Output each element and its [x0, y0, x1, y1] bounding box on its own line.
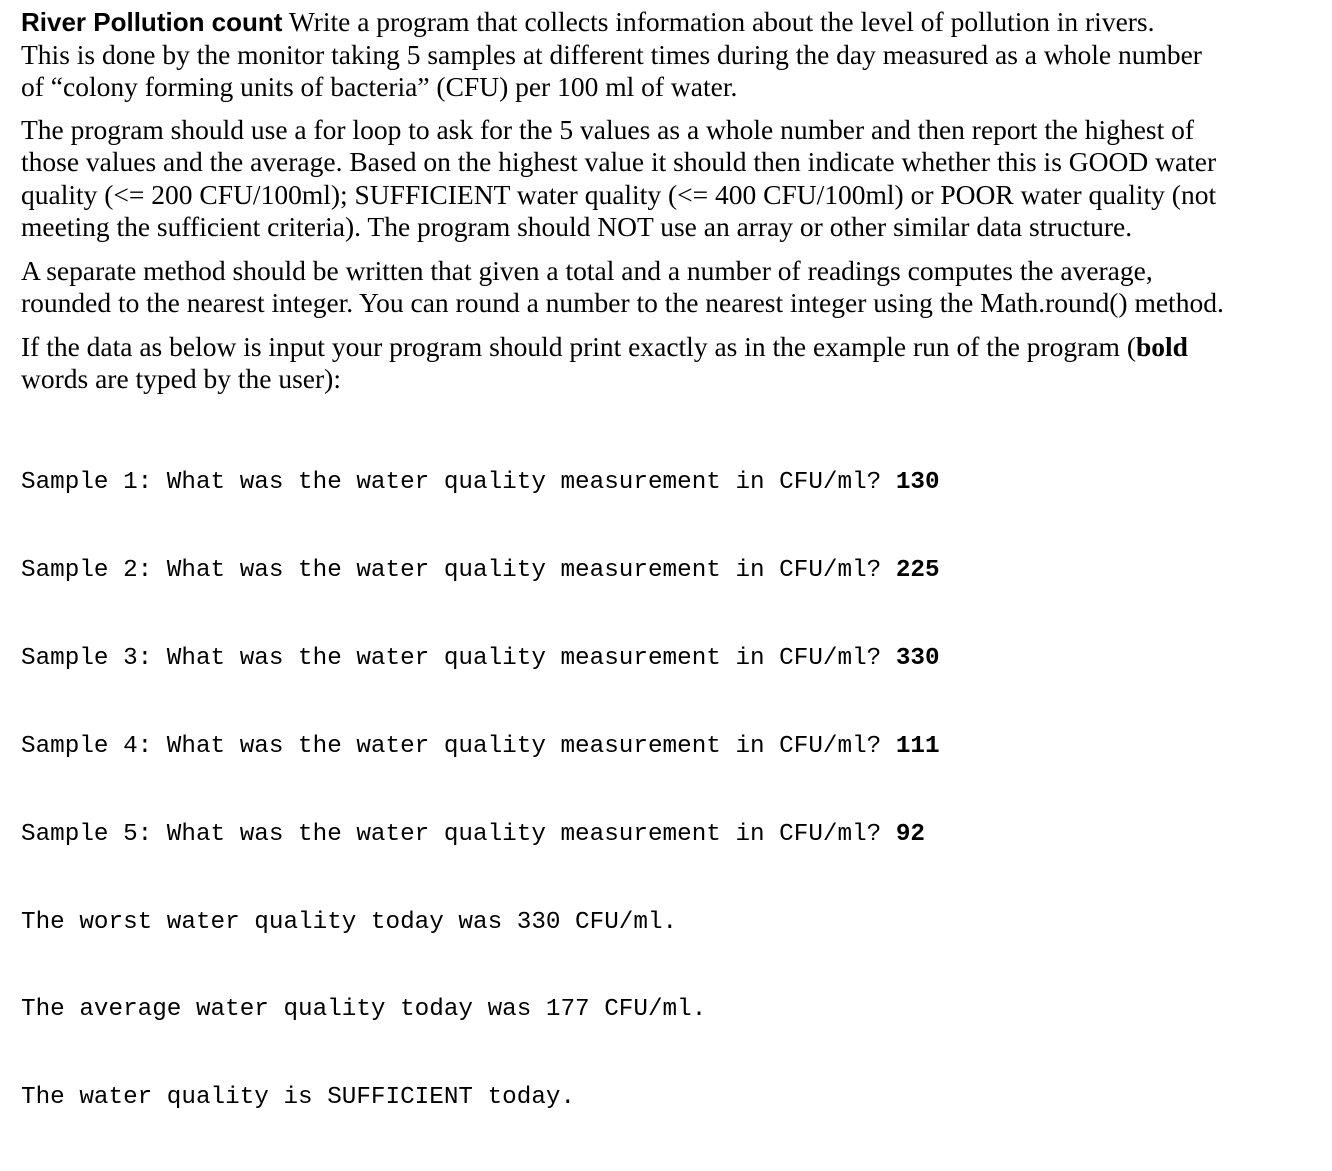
- user-input-value: 111: [896, 733, 940, 760]
- document: [21, 6, 1321, 1171]
- requirements-line: meeting the sufficient criteria). The program should NOT use an array or other similar data structure.: [21, 211, 1321, 244]
- example-run-output: [21, 410, 1321, 1171]
- bold-word: bold: [1136, 331, 1188, 362]
- requirements-line: quality (<= 200 CFU/100ml); SUFFICIENT water quality (<= 400 CFU/100ml) or POOR water quality (not: [21, 179, 1321, 212]
- method-paragraph: [21, 255, 1321, 320]
- requirements-line: those values and the average. Based on the highest value it should then indicate whether this is GOOD water: [21, 146, 1321, 179]
- requirements-paragraph: [21, 114, 1321, 244]
- sample-prompt-row: [21, 644, 1321, 673]
- user-input-value: 130: [896, 469, 940, 496]
- method-line: A separate method should be written that given a total and a number of readings computes the average,: [21, 255, 1321, 288]
- example-intro-paragraph: [21, 331, 1321, 396]
- result-quality-line: The water quality is SUFFICIENT today.: [21, 1083, 1321, 1112]
- sample-prompt: Sample 5: What was the water quality measurement in CFU/ml?: [21, 821, 896, 848]
- user-input-value: 92: [896, 821, 925, 848]
- sample-prompt: Sample 1: What was the water quality measurement in CFU/ml?: [21, 469, 896, 496]
- sample-prompt-row: [21, 468, 1321, 497]
- sample-prompt: Sample 3: What was the water quality measurement in CFU/ml?: [21, 645, 896, 672]
- example-intro-line: words are typed by the user):: [21, 363, 1321, 396]
- intro-paragraph: [21, 6, 1321, 104]
- sample-prompt-row: [21, 556, 1321, 585]
- document-heading: River Pollution count: [21, 7, 282, 37]
- sample-prompt-row: [21, 732, 1321, 761]
- sample-prompt: Sample 2: What was the water quality measurement in CFU/ml?: [21, 557, 896, 584]
- example-intro-text: If the data as below is input your program should print exactly as in the example run of the program (: [21, 331, 1136, 362]
- intro-line: [21, 6, 1321, 39]
- sample-prompt: Sample 4: What was the water quality measurement in CFU/ml?: [21, 733, 896, 760]
- intro-line-text: Write a program that collects information about the level of pollution in rivers.: [289, 6, 1155, 37]
- intro-line: of “colony forming units of bacteria” (CFU) per 100 ml of water.: [21, 71, 1321, 104]
- method-line: rounded to the nearest integer. You can round a number to the nearest integer using the Math.round() method.: [21, 287, 1321, 320]
- intro-line: This is done by the monitor taking 5 samples at different times during the day measured as a whole number: [21, 39, 1321, 72]
- sample-prompt-row: [21, 820, 1321, 849]
- requirements-line: The program should use a for loop to ask for the 5 values as a whole number and then report the highest of: [21, 114, 1321, 147]
- result-average-line: The average water quality today was 177 CFU/ml.: [21, 995, 1321, 1024]
- user-input-value: 330: [896, 645, 940, 672]
- user-input-value: 225: [896, 557, 940, 584]
- result-worst-line: The worst water quality today was 330 CFU/ml.: [21, 908, 1321, 937]
- example-intro-line: [21, 331, 1321, 364]
